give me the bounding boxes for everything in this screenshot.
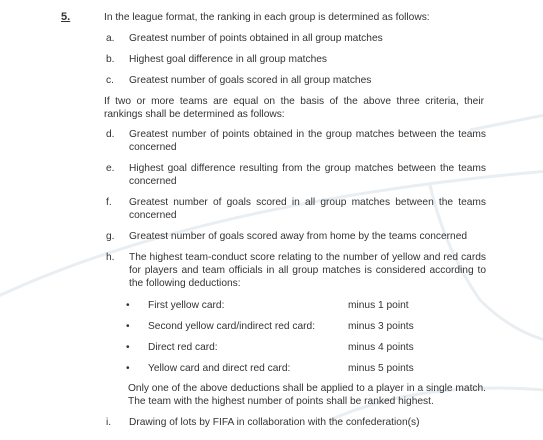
bullet-icon: •	[126, 300, 130, 311]
criterion-e	[106, 162, 486, 188]
criterion-letter: i.	[106, 417, 112, 428]
criterion-letter: b.	[106, 54, 115, 65]
deduction-note: Only one of the above deductions shall be applied to a player in a single match. The team with the highest number of points shall be ranked highest.	[128, 383, 486, 407]
bullet-icon: •	[126, 342, 130, 353]
criterion-letter: a.	[106, 33, 115, 44]
criterion-c	[106, 74, 486, 87]
criterion-text: Greatest number of goals scored in all group matches	[129, 75, 372, 86]
criterion-b	[106, 53, 486, 66]
criterion-a	[106, 32, 486, 45]
criterion-letter: c.	[106, 75, 114, 86]
criterion-text: Drawing of lots by FIFA in collaboration with the confederation(s)	[129, 417, 420, 428]
deduction-value: minus 4 points	[348, 342, 414, 353]
criterion-text: Greatest number of points obtained in all group matches	[129, 33, 383, 44]
deduction-label: First yellow card:	[148, 300, 225, 311]
deduction-value: minus 1 point	[348, 300, 409, 311]
criterion-letter: f.	[106, 197, 112, 208]
tie-break-paragraph: If two or more teams are equal on the basis of the above three criteria, their rankings shall be determined as follows:	[104, 96, 484, 120]
bullet-icon: •	[126, 363, 130, 374]
criterion-text: Greatest number of points obtained in the group matches between the teams concerned	[129, 129, 486, 153]
section-intro: In the league format, the ranking in each group is determined as follows:	[104, 12, 430, 23]
criterion-d	[106, 128, 486, 154]
criterion-h	[106, 251, 486, 290]
criterion-text: The highest team-conduct score relating to the number of yellow and red cards for players and team officials in all group matches is considered according to the following deductions:	[129, 252, 486, 289]
deduction-value: minus 3 points	[348, 321, 414, 332]
criterion-g	[106, 230, 486, 243]
deduction-label: Direct red card:	[148, 342, 218, 353]
criterion-text: Highest goal difference resulting from the group matches between the teams concerned	[129, 163, 486, 187]
criterion-letter: d.	[106, 129, 115, 140]
criterion-text: Greatest number of goals scored in all group matches between the teams concerned	[129, 197, 486, 221]
bullet-icon: •	[126, 321, 130, 332]
criterion-letter: h.	[106, 252, 115, 263]
criterion-letter: g.	[106, 231, 115, 242]
criterion-f	[106, 196, 486, 222]
deduction-value: minus 5 points	[348, 363, 414, 374]
criterion-i	[106, 416, 486, 429]
deduction-label: Yellow card and direct red card:	[148, 363, 291, 374]
deduction-label: Second yellow card/indirect red card:	[148, 321, 316, 332]
criterion-letter: e.	[106, 163, 115, 174]
section-number: 5.	[61, 11, 71, 23]
criterion-text: Highest goal difference in all group matches	[129, 54, 328, 65]
criterion-text: Greatest number of goals scored away from home by the teams concerned	[129, 231, 468, 242]
